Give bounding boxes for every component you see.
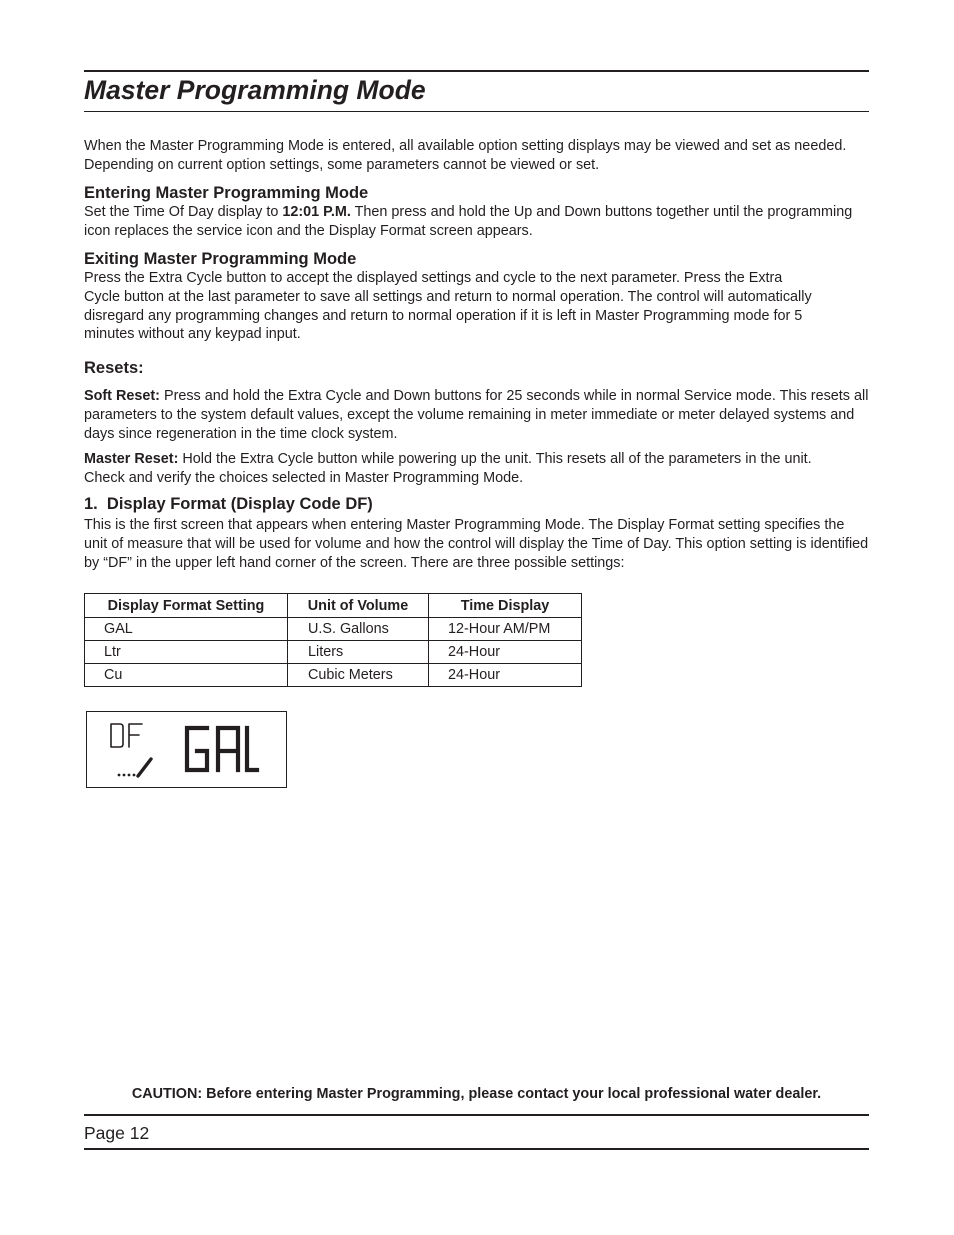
- table-cell: 24-Hour: [429, 664, 582, 687]
- table-header-row: [85, 594, 582, 618]
- title-underline: [84, 111, 869, 112]
- exiting-heading: Exiting Master Programming Mode: [84, 250, 357, 268]
- table-row: [85, 641, 582, 664]
- display-format-heading: 1. Display Format (Display Code DF): [84, 495, 373, 513]
- table-cell: Cu: [85, 664, 288, 687]
- footer-rule-top: [84, 1114, 869, 1116]
- column-header: Time Display: [429, 594, 582, 618]
- entering-paragraph: Set the Time Of Day display to 12:01 P.M. Then press and hold the Up and Down buttons together until the programming icon replaces the service icon and the Display Format screen appears.: [84, 204, 853, 239]
- table-row: [85, 664, 582, 687]
- soft-reset-paragraph: Soft Reset: Press and hold the Extra Cycle and Down buttons for 25 seconds while in normal Service mode. This resets all parameters to the system default values, except the volume remaining in meter immediate or meter delayed systems and days since regeneration in the time clock system.: [84, 388, 869, 442]
- caution-note: CAUTION: Before entering Master Programming, please contact your local professional water dealer.: [131, 1086, 822, 1102]
- resets-heading: Resets:: [84, 359, 144, 377]
- column-header: Unit of Volume: [288, 594, 429, 618]
- display-format-paragraph: This is the first screen that appears when entering Master Programming Mode. The Display Format setting specifies the unit of measure that will be used for volume and how the control will display the Time of Day. This option setting is identified by “DF” in the upper left hand corner of the screen. There are three possible settings:: [84, 517, 869, 571]
- page-title: Master Programming Mode: [84, 75, 426, 105]
- display-format-table: [84, 593, 582, 687]
- table-row: [85, 618, 582, 641]
- programming-icon: [118, 759, 151, 776]
- lcd-value-gal: [187, 728, 257, 770]
- exiting-paragraph: Press the Extra Cycle button to accept the displayed settings and cycle to the next parameter. Press the Extra Cycle button at the last parameter to save all settings and return to normal operation. The control will automatically disregard any programming changes and return to normal operation if it is left in Master Programming mode for 5 minutes without any keypad input.: [84, 270, 812, 343]
- table-cell: U.S. Gallons: [288, 618, 429, 641]
- lcd-display: [86, 711, 287, 788]
- table-cell: Liters: [288, 641, 429, 664]
- table-cell: 12-Hour AM/PM: [429, 618, 582, 641]
- table-cell: Cubic Meters: [288, 664, 429, 687]
- table-cell: Ltr: [85, 641, 288, 664]
- master-reset-paragraph: Master Reset: Hold the Extra Cycle button while powering up the unit. This resets all of the parameters in the unit. Check and verify the choices selected in Master Programming Mode.: [84, 451, 812, 486]
- lcd-code-df: [111, 724, 142, 747]
- column-header: Display Format Setting: [85, 594, 288, 618]
- top-rule: [84, 70, 869, 72]
- intro-paragraph: When the Master Programming Mode is entered, all available option setting displays may be viewed and set as needed. Depending on current option settings, some parameters cannot be viewed or set.: [84, 138, 847, 173]
- footer-rule-bottom: [84, 1148, 869, 1150]
- table-cell: GAL: [85, 618, 288, 641]
- lcd-segments: [87, 712, 286, 787]
- page-number: Page 12: [84, 1123, 150, 1143]
- table-cell: 24-Hour: [429, 641, 582, 664]
- entering-heading: Entering Master Programming Mode: [84, 184, 369, 202]
